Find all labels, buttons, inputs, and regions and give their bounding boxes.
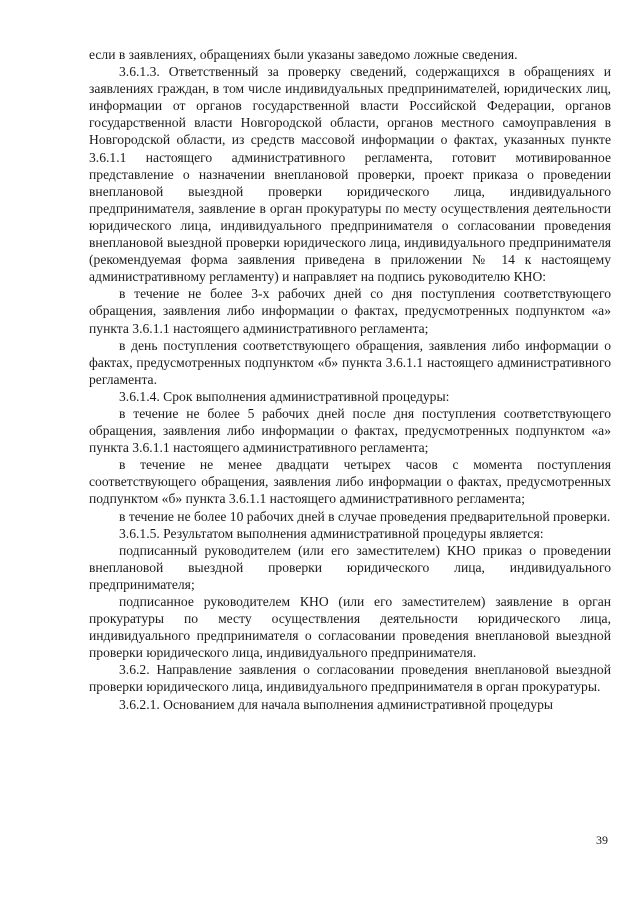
paragraph-3-6-2: 3.6.2. Направление заявления о согласовании проведения внеплановой выездной проверки юридического лица, индивидуального предпринимателя в орган прокуратуры.	[89, 662, 611, 695]
document-body	[89, 46, 611, 713]
paragraph-3-6-1-5: 3.6.1.5. Результатом выполнения административной процедуры является:	[119, 525, 544, 541]
paragraph-result-application: подписанное руководителем КНО (или его заместителем) заявление в орган прокуратуры по месту осуществления деятельности юридического лица, индивидуального предпринимателя о согласовании проведения внеплановой выездной проверки юридического лица, индивидуального предпринимателя.	[89, 594, 611, 661]
page-number: 39	[596, 833, 608, 847]
paragraph-deadline-preliminary: в течение не более 10 рабочих дней в случае проведения предварительной проверки.	[119, 508, 611, 524]
paragraph-deadline-a: в течение не более 5 рабочих дней после дня поступления соответствующего обращения, заявления либо информации о фактах, предусмотренных подпунктом «а» пункта 3.6.1.1 настоящего административного регламента;	[89, 405, 611, 456]
paragraph-result-order: подписанный руководителем (или его заместителем) КНО приказ о проведении внеплановой выездной проверки юридического лица, индивидуального предпринимателя;	[89, 542, 611, 592]
paragraph-3-6-1-3: 3.6.1.3. Ответственный за проверку сведений, содержащихся в обращениях и заявлениях граждан, в том числе индивидуальных предпринимателей, юридических лиц, информации от органов государственной власти Российской Федерации, органов государственной власти Новгородской области, органов местного самоуправления в Новгородской области, из средств массовой информации о фактах, указанных пункте 3.6.1.1 настоящего административного регламента, готовит мотивированное представление о назначении внеплановой проверки, проект приказа о проведении внеплановой выездной проверки юридического лица, индивидуального предпринимателя, заявление в орган прокуратуры по месту осуществления деятельности юридического лица, индивидуального предпринимателя о согласовании проведения внеплановой выездной проверки юридического лица, индивидуального предпринимателя (рекомендуемая форма заявления приведена в приложении № 14 к настоящему административному регламенту) и направляет на подпись руководителю КНО:	[89, 64, 611, 285]
paragraph-term-a: в течение не более 3-х рабочих дней со дня поступления соответствующего обращения, заявления либо информации о фактах, предусмотренных подпунктом «а» пункта 3.6.1.1 настоящего административного регламента;	[89, 286, 611, 336]
paragraph-3-6-1-4: 3.6.1.4. Срок выполнения административной процедуры:	[119, 388, 450, 404]
paragraph-continuation: если в заявлениях, обращениях были указаны заведомо ложные сведения.	[89, 47, 518, 62]
paragraph-deadline-b: в течение не менее двадцати четырех часов с момента поступления соответствующего обращения, заявления либо информации о фактах, предусмотренных подпунктом «б» пункта 3.6.1.1 настоящего административного регламента;	[89, 457, 611, 507]
paragraph-3-6-2-1: 3.6.2.1. Основанием для начала выполнения административной процедуры	[119, 696, 554, 712]
paragraph-term-b: в день поступления соответствующего обращения, заявления либо информации о фактах, предусмотренных подпунктом «б» пункта 3.6.1.1 настоящего административного регламента.	[89, 337, 611, 387]
